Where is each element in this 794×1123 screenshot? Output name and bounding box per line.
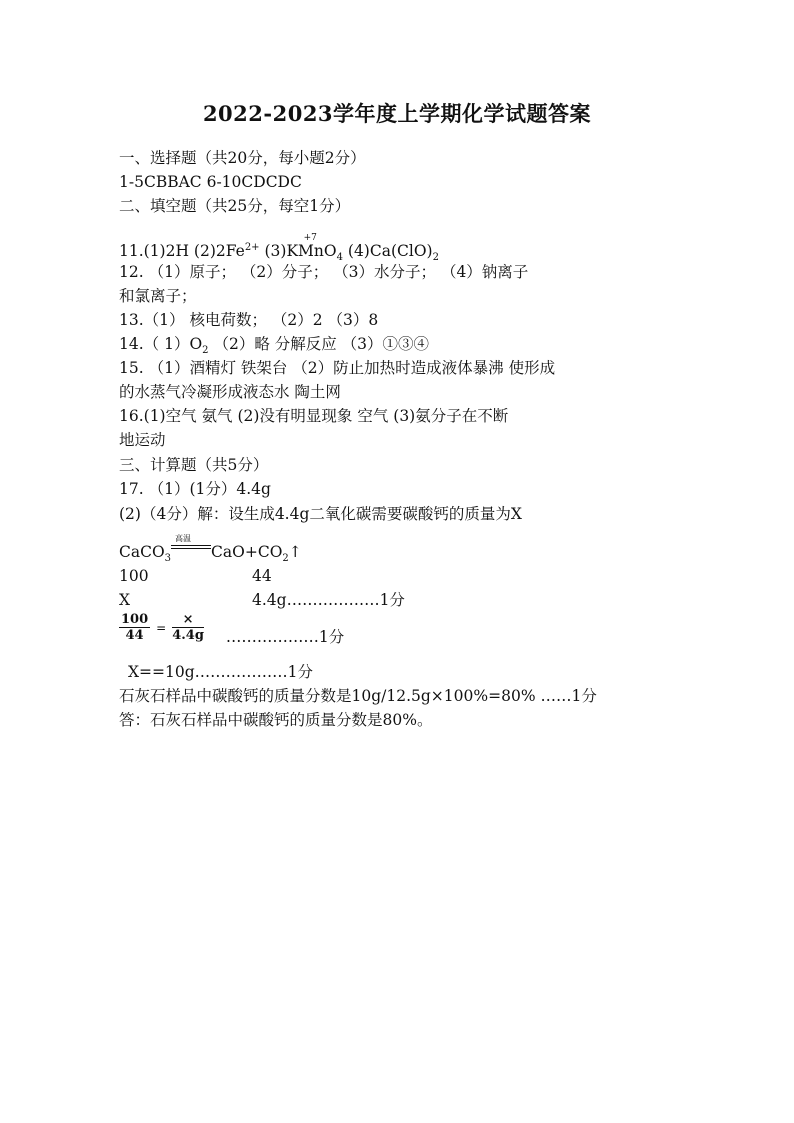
reaction-condition: 高温 — [171, 541, 211, 555]
page-title: 2022-2023学年度上学期化学试题答案 — [202, 101, 592, 126]
mass-fraction-line: 石灰石样品中碳酸钙的质量分数是10g/12.5g×100%=80% ……1分 — [119, 687, 597, 705]
section-choice-heading: 一、选择题（共20分，每小题2分） — [119, 149, 366, 167]
answer-13: 13.（1） 核电荷数； （2）2 （3）8 — [119, 311, 379, 329]
valence-mark: +7 — [303, 233, 317, 244]
answer-14: 14.（ $1)O_2$ （2）略 分解反应 （3）①③④ — [119, 335, 430, 356]
answer-12-line2: 和氯离子； — [119, 287, 197, 305]
section-calc-heading: 三、计算题（共5分） — [119, 456, 269, 474]
answer-15-line2: 的水蒸气冷凝形成液态水 陶土网 — [119, 383, 341, 401]
ratio-row-2: X 4.4g………………1分 — [119, 591, 405, 609]
answer-16-line2: 地运动 — [119, 431, 166, 449]
answer-16-line1: 16.(1)空气 氨气 (2)没有明显现象 空气 (3)氨分子在不断 — [119, 407, 509, 425]
choice-answers: 1-5CBBAC 6-10CDCDC — [119, 173, 302, 191]
proportion-equation: $\frac{100}{44}$ = $\frac{\times}{4.4g}$ ………………1分 — [121, 612, 345, 646]
answer-17-part2: (2)（4分）解：设生成4.4g二氧化碳需要碳酸钙的质量为X — [119, 505, 522, 523]
final-answer: 答：石灰石样品中碳酸钙的质量分数是80%。 — [119, 711, 433, 729]
x-result: X==10g………………1分 — [128, 663, 314, 681]
answer-17-part1: 17. （1）(1分）4.4g — [119, 480, 271, 498]
chemical-equation: CaCO$_3$ 高温 $CaO+CO_2↑$ — [119, 534, 302, 564]
section-fill-heading: 二、填空题（共25分，每空1分） — [119, 197, 351, 215]
ratio-row-1: 100 44 — [119, 567, 272, 585]
answer-15-line1: 15. （1）酒精灯 铁架台 （2）防止加热时造成液体暴沸 使形成 — [119, 359, 556, 377]
answer-12-line1: 12. （1）原子； （2）分子； （3）水分子； （4）钠离子 — [119, 263, 529, 281]
answer-11: 11.(1)2H $(2)2Fe^{2+}$ (3)KMnO +7 $_4$ $(4)Ca(ClO)_2$ — [119, 237, 439, 269]
